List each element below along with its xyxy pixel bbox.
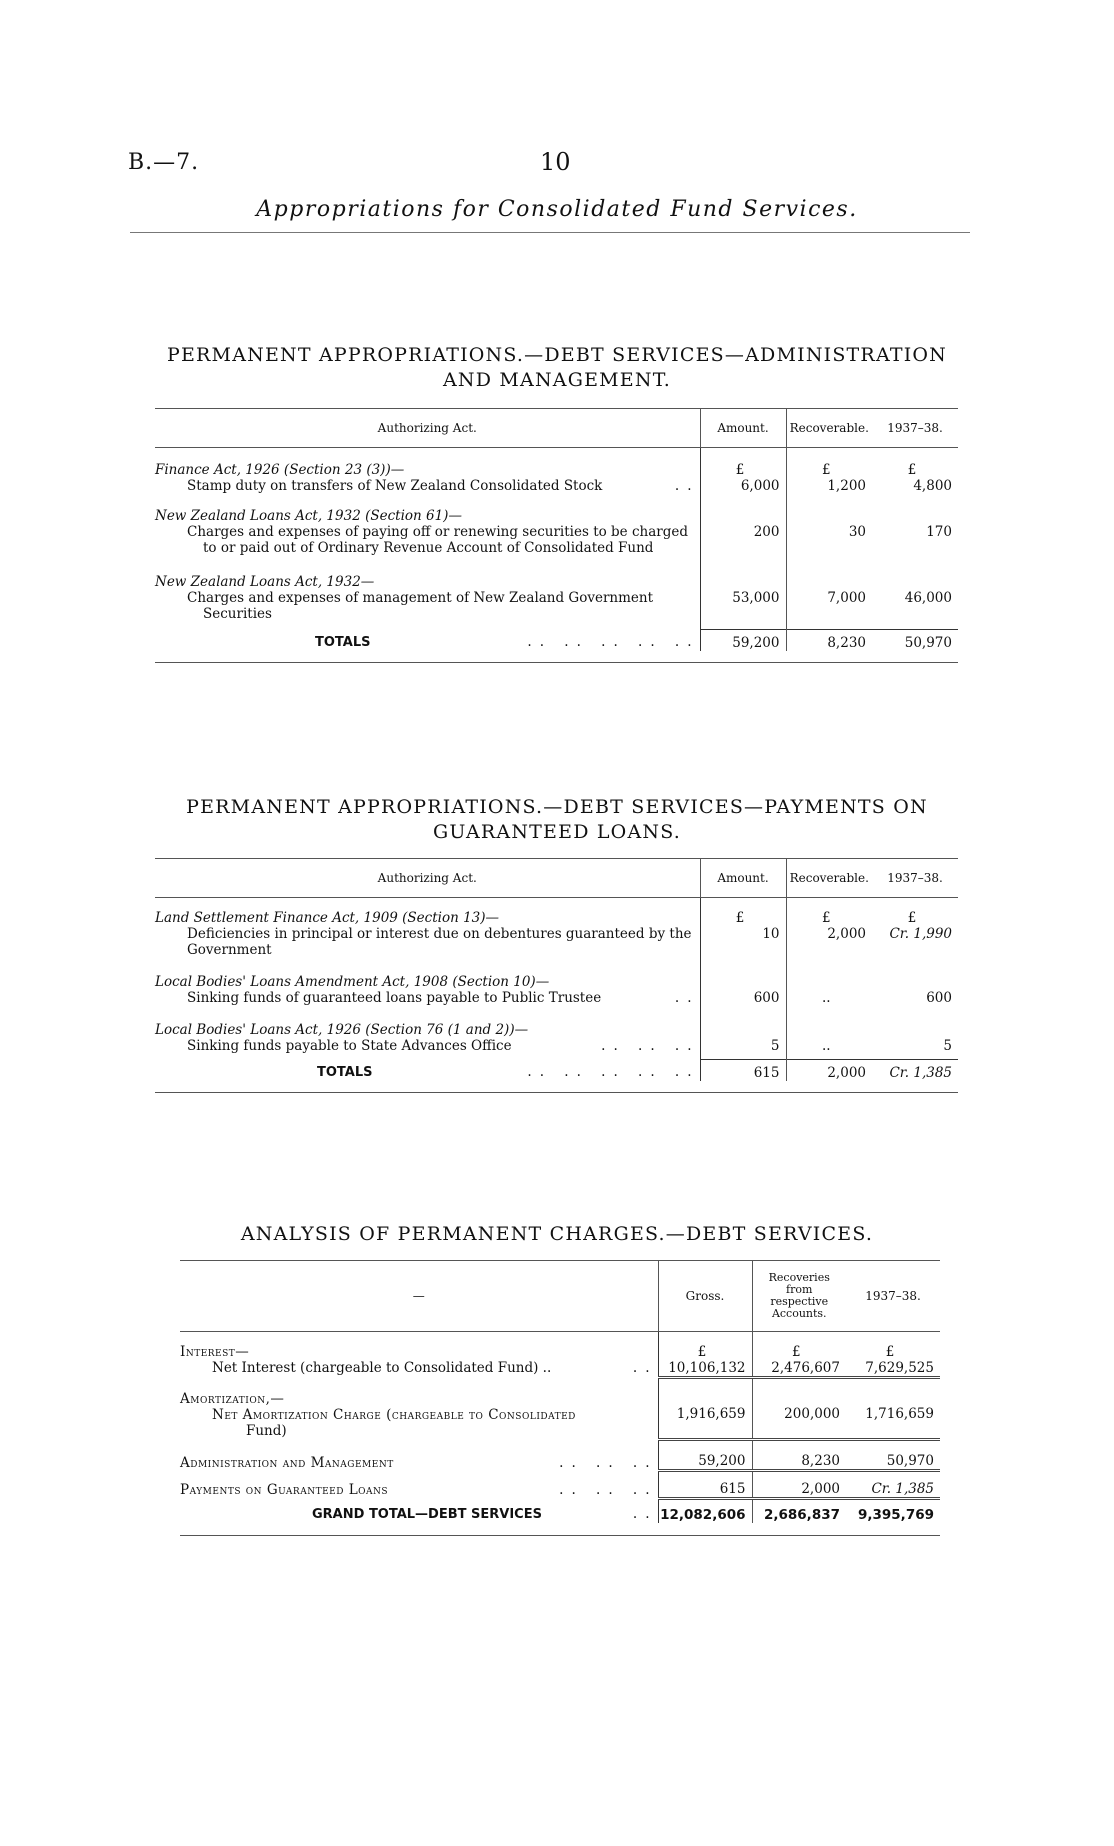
total-recoverable: 8,230: [786, 630, 872, 651]
total-net: 50,970: [872, 630, 958, 651]
table-header-row: [155, 409, 958, 448]
act-name: Local Bodies' Loans Amendment Act, 1908 (Section 10)—: [155, 973, 550, 990]
currency-symbol: £: [907, 909, 917, 926]
table-row: [155, 574, 958, 622]
act-description-cont: to or paid out of Ordinary Revenue Account of Consolidated Fund: [203, 539, 654, 556]
act-name: Local Bodies' Loans Act, 1926 (Section 76 (1 and 2))—: [155, 1021, 529, 1038]
amount-value: 6,000: [740, 477, 780, 494]
act-description-cont: Securities: [203, 605, 272, 622]
recoverable-value: 7,000: [786, 574, 872, 622]
document-reference: B.—7.: [128, 150, 200, 175]
amount-value: 10: [762, 925, 780, 942]
amount-value: 53,000: [700, 574, 786, 622]
net-value: 1,716,659: [846, 1391, 940, 1439]
recoveries-value: 2,000: [752, 1481, 846, 1499]
col-header: Amount.: [700, 859, 786, 898]
net-value: Cr. 1,385: [846, 1481, 940, 1499]
recoverable-value: 1,200: [827, 477, 866, 494]
gross-value: 1,916,659: [658, 1391, 752, 1439]
table-header-row: [155, 859, 958, 898]
amount-value: 200: [700, 508, 786, 556]
net-value: 170: [926, 523, 952, 540]
section2-table: [155, 858, 958, 1093]
recoveries-value: 2,476,607: [771, 1359, 840, 1376]
page-number: 10: [540, 148, 571, 176]
recoveries-value: 200,000: [752, 1391, 846, 1439]
net-value: 5: [943, 1037, 952, 1054]
section3-table: [180, 1260, 940, 1536]
col-header: 1937–38.: [872, 409, 958, 448]
act-description: Sinking funds of guaranteed loans payable to Public Trustee ..: [187, 989, 700, 1006]
table-row: [180, 1391, 940, 1439]
total-amount: 59,200: [700, 630, 786, 651]
net-value: 600: [926, 989, 952, 1006]
gross-value: 59,200: [658, 1453, 752, 1471]
table-header-row: [180, 1261, 940, 1332]
act-description: Sinking funds payable to State Advances Office .. .. ..: [187, 1037, 700, 1054]
col-header: Authorizing Act.: [155, 409, 700, 448]
grand-total-recoveries: 2,686,837: [752, 1506, 846, 1523]
net-value: 4,800: [913, 477, 952, 494]
table-row: [180, 1344, 940, 1378]
section2-title-line1: PERMANENT APPROPRIATIONS.—DEBT SERVICES—PAYMENTS ON: [186, 796, 928, 818]
recoveries-value: 8,230: [752, 1453, 846, 1471]
amount-value: 5: [700, 1022, 786, 1054]
gross-value: 10,106,132: [668, 1359, 746, 1376]
section2-title: [0, 795, 1114, 845]
net-value: Cr. 1,990: [889, 925, 952, 942]
totals-label: TOTALS: [317, 1064, 373, 1080]
net-value: 46,000: [904, 589, 952, 606]
col-header: Recoveries from respective Accounts.: [752, 1261, 846, 1332]
leader-dots: .. .. .. .. ..: [527, 1063, 700, 1080]
totals-row: [155, 1060, 958, 1081]
col-header: Recoverable.: [786, 409, 872, 448]
recoverable-value: ..: [786, 1022, 872, 1054]
grand-total-net: 9,395,769: [857, 1507, 934, 1523]
currency-symbol: £: [907, 461, 917, 478]
col-header: 1937–38.: [846, 1261, 940, 1332]
section2-title-line2: GUARANTEED LOANS.: [433, 821, 681, 843]
row-heading: Amortization,—: [180, 1391, 285, 1407]
recoverable-value: ..: [786, 974, 872, 1006]
table-row: [180, 1481, 940, 1499]
row-description: Administration and Management .. .. ..: [180, 1454, 658, 1471]
currency-symbol: £: [735, 909, 745, 926]
recoverable-value: 30: [786, 508, 872, 556]
total-net: Cr. 1,385: [872, 1060, 958, 1081]
currency-symbol: £: [821, 461, 831, 478]
row-description: Net Interest (chargeable to Consolidated Fund) .. ..: [212, 1359, 658, 1376]
currency-symbol: £: [697, 1343, 707, 1360]
act-description-cont: Government: [187, 941, 272, 958]
leader-dots: ..: [632, 1506, 658, 1522]
table-row: [180, 1453, 940, 1471]
col-header: Gross.: [658, 1261, 752, 1332]
act-description: Deficiencies in principal or interest due on debentures guaranteed by the: [187, 925, 692, 942]
col-header: —: [180, 1261, 658, 1332]
table-row: [155, 462, 958, 494]
act-name: New Zealand Loans Act, 1932—: [155, 573, 375, 590]
row-description: Payments on Guaranteed Loans .. .. ..: [180, 1482, 658, 1498]
act-name: Finance Act, 1926 (Section 23 (3))—: [155, 461, 405, 478]
col-header: Authorizing Act.: [155, 859, 700, 898]
table-row: [155, 910, 958, 958]
grand-total-label: GRAND TOTAL—DEBT SERVICES: [312, 1507, 542, 1522]
net-value: 50,970: [846, 1453, 940, 1471]
gross-value: 615: [658, 1481, 752, 1499]
col-header: Amount.: [700, 409, 786, 448]
section1-title-line1: PERMANENT APPROPRIATIONS.—DEBT SERVICES—ADMINISTRATION: [166, 344, 948, 366]
leader-dots: .. .. .. .. ..: [527, 633, 700, 650]
table-row: [155, 974, 958, 1006]
total-amount: 615: [700, 1060, 786, 1081]
act-description: Stamp duty on transfers of New Zealand Consolidated Stock ..: [187, 477, 700, 494]
act-description: Charges and expenses of management of New Zealand Government: [187, 589, 654, 606]
total-recoverable: 2,000: [786, 1060, 872, 1081]
currency-symbol: £: [885, 1343, 895, 1360]
recoverable-value: 2,000: [827, 925, 866, 942]
totals-row: [155, 630, 958, 651]
currency-symbol: £: [735, 461, 745, 478]
col-header: 1937–38.: [872, 859, 958, 898]
totals-label: TOTALS: [315, 634, 371, 650]
section1-title-line2: AND MANAGEMENT.: [442, 369, 672, 391]
header-rule: [130, 232, 970, 233]
section1-table: [155, 408, 958, 663]
row-description: Net Amortization Charge (chargeable to Consolidated: [212, 1407, 576, 1423]
act-name: Land Settlement Finance Act, 1909 (Section 13)—: [155, 909, 500, 926]
grand-total-row: [180, 1506, 940, 1523]
table-row: [155, 1022, 958, 1054]
row-description-cont: Fund): [246, 1423, 287, 1439]
page-subtitle: Appropriations for Consolidated Fund Services.: [256, 197, 858, 222]
section3-title: ANALYSIS OF PERMANENT CHARGES.—DEBT SERVICES.: [240, 1223, 874, 1245]
grand-total-gross: 12,082,606: [658, 1506, 752, 1523]
row-heading: Interest—: [180, 1343, 250, 1360]
col-header: Recoverable.: [786, 859, 872, 898]
act-description: Charges and expenses of paying off or renewing securities to be charged: [187, 523, 688, 540]
act-name: New Zealand Loans Act, 1932 (Section 61)—: [155, 507, 462, 524]
table-row: [155, 508, 958, 556]
section1-title: [0, 343, 1114, 393]
amount-value: 600: [700, 974, 786, 1006]
currency-symbol: £: [821, 909, 831, 926]
currency-symbol: £: [791, 1343, 801, 1360]
net-value: 7,629,525: [865, 1359, 934, 1376]
